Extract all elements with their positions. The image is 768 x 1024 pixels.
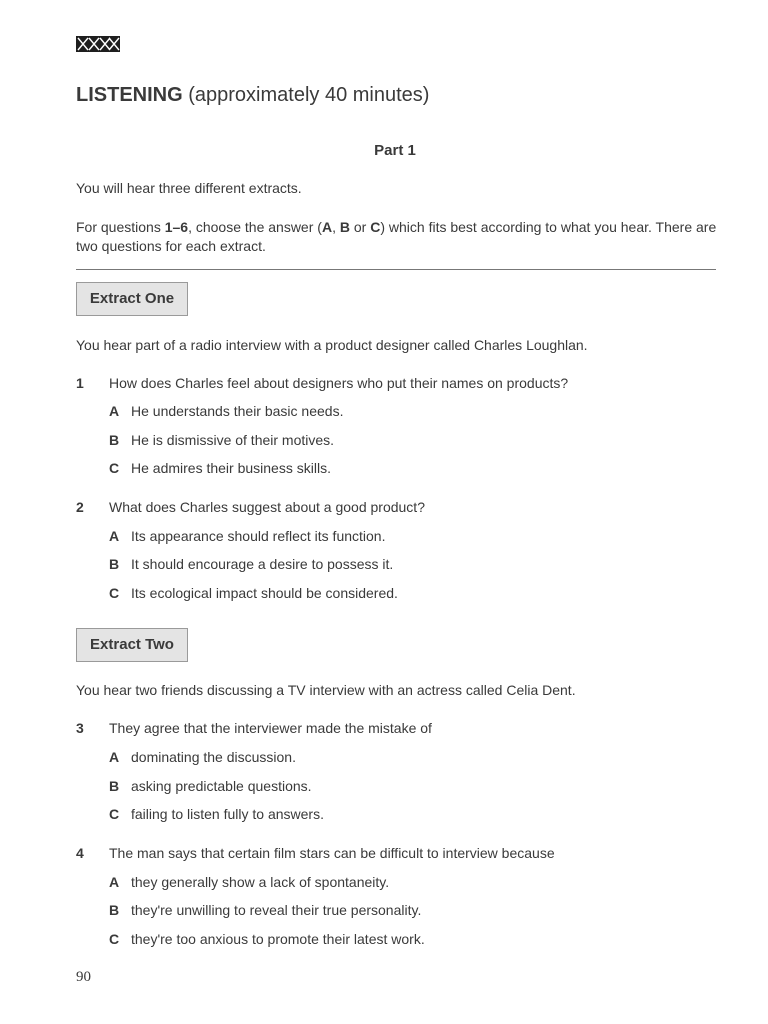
option-text: It should encourage a desire to possess it. bbox=[131, 556, 394, 572]
listening-icon bbox=[76, 36, 120, 52]
question-number: 2 bbox=[76, 499, 84, 515]
extract-one-intro: You hear part of a radio interview with a product designer called Charles Loughlan. bbox=[76, 337, 588, 353]
option-text: He understands their basic needs. bbox=[131, 403, 344, 419]
option-letter: C bbox=[109, 460, 120, 476]
option-text: they're too anxious to promote their latest work. bbox=[131, 931, 425, 947]
instruction-text: ) which fits best according to what you hear. There are two questions for each extract. bbox=[76, 219, 717, 254]
section-title-rest: (approximately 40 minutes) bbox=[182, 84, 430, 106]
instruction-text: , choose the answer ( bbox=[188, 219, 322, 235]
option-text: asking predictable questions. bbox=[131, 778, 312, 794]
extract-two-intro: You hear two friends discussing a TV interview with an actress called Celia Dent. bbox=[76, 682, 576, 698]
question-number: 1 bbox=[76, 375, 84, 391]
option-text: He admires their business skills. bbox=[131, 460, 331, 476]
extract-one-label: Extract One bbox=[76, 282, 188, 316]
option-text: failing to listen fully to answers. bbox=[131, 806, 324, 822]
option-letter: B bbox=[109, 778, 120, 794]
option-letter: A bbox=[109, 528, 120, 544]
option-letter: C bbox=[109, 806, 120, 822]
instruction-text: For questions bbox=[76, 219, 165, 235]
answer-letter: B bbox=[339, 219, 350, 235]
option-letter: C bbox=[109, 585, 120, 601]
part-title: Part 1 bbox=[374, 142, 416, 159]
page-number: 90 bbox=[76, 969, 91, 985]
question-text: They agree that the interviewer made the mistake of bbox=[109, 720, 432, 736]
extract-two-label: Extract Two bbox=[76, 628, 188, 662]
option-letter: A bbox=[109, 403, 120, 419]
question-number: 4 bbox=[76, 845, 84, 861]
divider bbox=[76, 269, 716, 270]
instruction-line-2 bbox=[76, 218, 721, 256]
question-text: The man says that certain film stars can be difficult to interview because bbox=[109, 845, 555, 861]
option-letter: A bbox=[109, 874, 120, 890]
option-letter: B bbox=[109, 902, 120, 918]
section-title-strong: LISTENING bbox=[76, 84, 183, 106]
option-text: they generally show a lack of spontaneity. bbox=[131, 874, 390, 890]
section-title bbox=[76, 84, 429, 107]
option-letter: B bbox=[109, 432, 120, 448]
question-number: 3 bbox=[76, 720, 84, 736]
option-letter: C bbox=[109, 931, 120, 947]
instruction-line-1: You will hear three different extracts. bbox=[76, 180, 302, 196]
question-text: What does Charles suggest about a good product? bbox=[109, 499, 425, 515]
instruction-text: or bbox=[349, 219, 371, 235]
option-text: Its ecological impact should be considered. bbox=[131, 585, 398, 601]
answer-letter: C bbox=[370, 219, 381, 235]
instruction-text: , bbox=[332, 219, 340, 235]
option-letter: B bbox=[109, 556, 120, 572]
question-text: How does Charles feel about designers who put their names on products? bbox=[109, 375, 569, 391]
answer-letter: A bbox=[321, 219, 333, 235]
option-text: dominating the discussion. bbox=[131, 749, 296, 765]
option-letter: A bbox=[109, 749, 120, 765]
option-text: they're unwilling to reveal their true personality. bbox=[131, 902, 422, 918]
option-text: He is dismissive of their motives. bbox=[131, 432, 335, 448]
question-range: 1–6 bbox=[164, 219, 189, 235]
option-text: Its appearance should reflect its function. bbox=[131, 528, 386, 544]
